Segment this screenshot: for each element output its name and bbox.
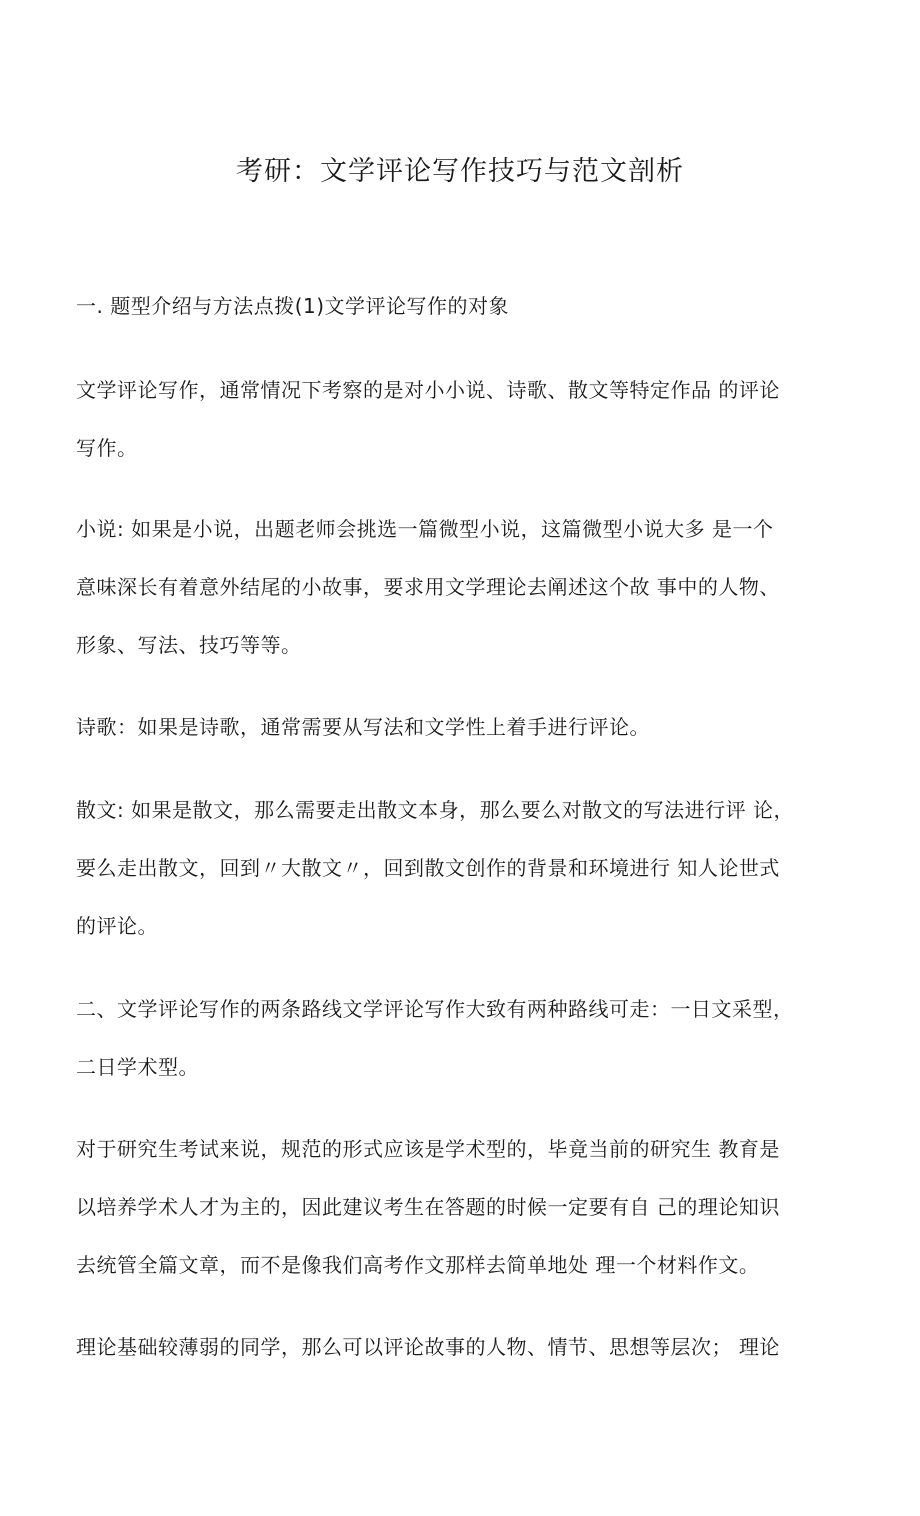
text-line: 写作。	[76, 436, 138, 460]
section-heading-2	[76, 980, 866, 1096]
text-line: 以培养学术人才为主的，因此建议考生在答题的时候一定要有自 己的理论知识	[76, 1195, 780, 1219]
text-line: 的评论。	[76, 914, 158, 938]
text-line: 理论基础较薄弱的同学，那么可以评论故事的人物、情节、思想等层次； 理论	[76, 1335, 780, 1359]
text-line: 对于研究生考试来说，规范的形式应该是学术型的，毕竟当前的研究生 教育是	[76, 1137, 780, 1161]
paragraph-prose	[76, 781, 866, 955]
paragraph-novel	[76, 500, 866, 674]
text-line: 诗歌：如果是诗歌，通常需要从写法和文学性上着手进行评论。	[76, 715, 650, 739]
text-line: 二、文学评论写作的两条路线文学评论写作大致有两种路线可走：一日文采型，	[76, 997, 794, 1021]
text-line: 小说: 如果是小说，出题老师会挑选一篇微型小说，这篇微型小说大多 是一个	[76, 517, 774, 541]
text-line: 散文: 如果是散文，那么需要走出散文本身，那么要么对散文的写法进行评 论，	[76, 798, 794, 822]
text-line: 形象、写法、技巧等等。	[76, 633, 302, 657]
section-heading-1	[76, 277, 866, 335]
paragraph-poetry	[76, 698, 866, 756]
text-line: 要么走出散文，回到〃大散文〃，回到散文创作的背景和环境进行 知人论世式	[76, 856, 780, 880]
document-title: 考研：文学评论写作技巧与范文剖析	[236, 156, 684, 187]
paragraph-weak-theory	[76, 1318, 866, 1376]
text-line: 去统管全篇文章，而不是像我们高考作文那样去简单地处 理一个材料作文。	[76, 1253, 760, 1277]
text-line: 二日学术型。	[76, 1055, 199, 1079]
text-line: 一. 题型介绍与方法点拨(1)文学评论写作的对象	[76, 294, 510, 318]
text-line: 意味深长有着意外结尾的小故事，要求用文学理论去阐述这个故 事中的人物、	[76, 575, 780, 599]
paragraph-evaluation-object	[76, 361, 866, 477]
paragraph-academic	[76, 1120, 866, 1294]
text-line: 文学评论写作，通常情况下考察的是对小小说、诗歌、散文等特定作品 的评论	[76, 378, 780, 402]
